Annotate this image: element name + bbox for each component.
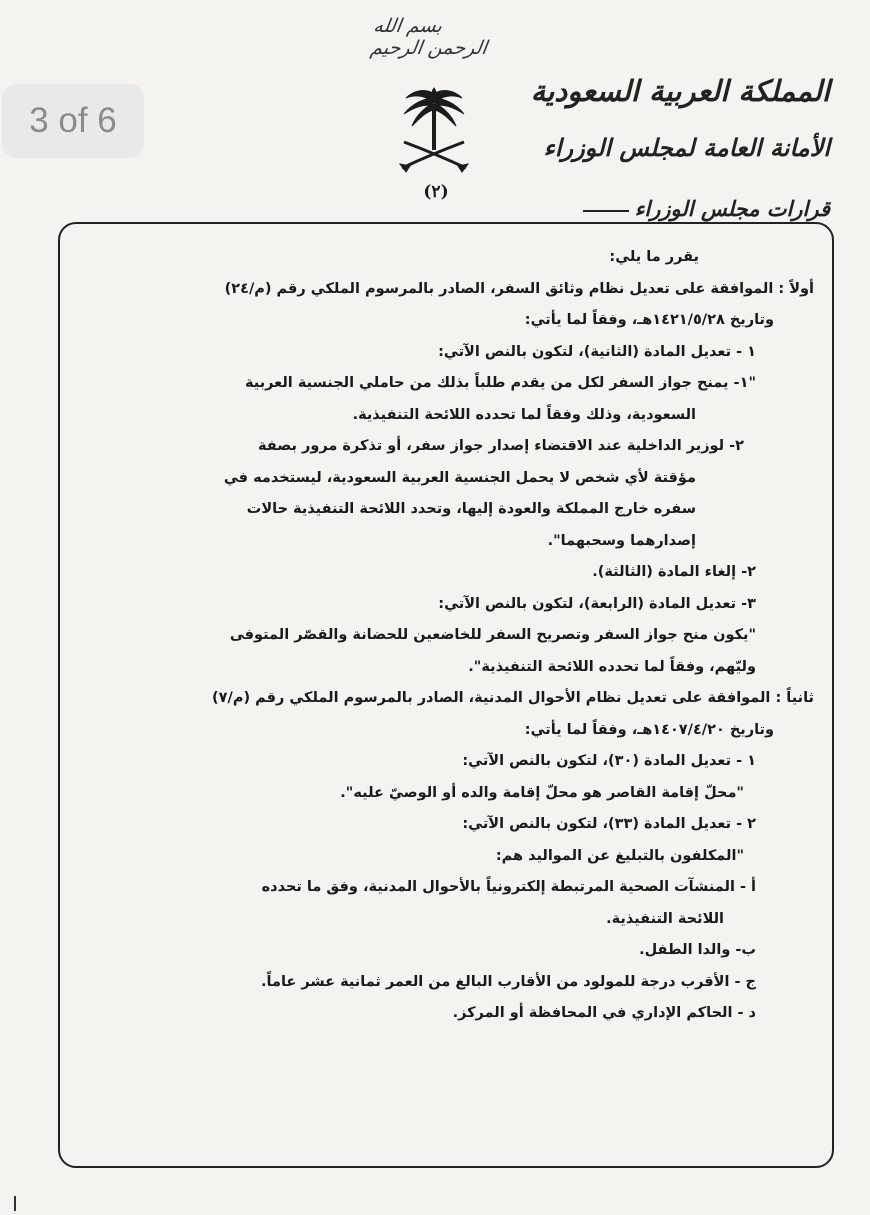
quoted-text-line: وليّهم، وفقاً لما تحدده اللائحة التنفيذية". (468, 658, 756, 675)
list-item: ج - الأقرب درجة للمولود من الأقارب البالغ من العمر ثمانية عشر عاماً. (261, 973, 756, 990)
amendment-item: ١ - تعديل المادة (الثانية)، لتكون بالنص الآتي: (438, 343, 756, 360)
list-item: ب- والدا الطفل. (639, 942, 756, 958)
decisions-title (583, 196, 830, 221)
quoted-text-line: "محلّ إقامة القاصر هو محلّ إقامة والده أو الوصيّ عليه". (340, 784, 744, 801)
amendment-item: ٣- تعديل المادة (الرابعة)، لتكون بالنص الآتي: (438, 595, 756, 612)
quoted-text-line: "يكون منح جواز السفر وتصريح السفر للخاضعين للحضانة والقصّر المتوفى (229, 627, 756, 643)
decisions-title-text: قرارات مجلس الوزراء (634, 196, 830, 221)
quoted-text-line: إصدارهما وسحبهما". (547, 532, 696, 549)
page-counter-badge: 3 of 6 (2, 84, 144, 158)
quoted-text-line: "١- يمنح جواز السفر لكل من يقدم طلباً بذلك من حاملي الجنسية العربية (245, 375, 756, 391)
quoted-text-line: السعودية، وذلك وفقاً لما تحدده اللائحة التنفيذية. (352, 406, 696, 423)
page-number: (٢) (423, 182, 449, 202)
quoted-text-line: مؤقتة لأي شخص لا يحمل الجنسية العربية السعودية، ليستخدمه في (223, 469, 696, 486)
secretariat-title: الأمانة العامة لمجلس الوزراء (543, 133, 830, 162)
title-rule-line (583, 210, 629, 212)
article-first-date-line: وتاريخ ١٤٢١/٥/٢٨هـ، وفقاً لما يأتي: (524, 312, 774, 328)
amendment-item: ٢- إلغاء المادة (الثالثة). (592, 564, 756, 580)
amendment-item: ٢ - تعديل المادة (٣٣)، لتكون بالنص الآتي: (462, 816, 756, 832)
amendment-item: ١ - تعديل المادة (٣٠)، لتكون بالنص الآتي: (462, 753, 756, 769)
article-second-heading: ثانياً : الموافقة على تعديل نظام الأحوال المدنية، الصادر بالمرسوم الملكي رقم (م/٧) (212, 690, 814, 706)
basmala-calligraphy: بسم الله الرحمن الرحيم (368, 15, 489, 59)
intro-line: يقرر ما يلي: (609, 249, 699, 265)
article-second-date-line: وتاريخ ١٤٠٧/٤/٢٠هـ، وفقاً لما يأتي: (524, 721, 774, 738)
quoted-text-line: سفره خارج المملكة والعودة إليها، وتحدد اللائحة التنفيذية حالات (246, 501, 696, 517)
saudi-emblem-icon (396, 84, 472, 176)
decision-body (78, 242, 814, 1030)
quoted-text-line: ٢- لوزير الداخلية عند الاقتضاء إصدار جواز سفر، أو تذكرة مرور بصفة (257, 438, 744, 454)
quoted-text-line: "المكلفون بالتبليغ عن المواليد هم: (495, 847, 744, 864)
article-first-heading: أولاً : الموافقة على تعديل نظام وثائق السفر، الصادر بالمرسوم الملكي رقم (م/٢٤) (224, 280, 814, 297)
list-item-continuation: اللائحة التنفيذية. (606, 910, 724, 927)
list-item: أ - المنشآت الصحية المرتبطة إلكترونياً بالأحوال المدنية، وفق ما تحدده (261, 879, 756, 895)
scroll-edge-marker (14, 1196, 16, 1211)
list-item: د - الحاكم الإداري في المحافظة أو المركز. (452, 1005, 756, 1021)
kingdom-title: المملكة العربية السعودية (530, 74, 830, 108)
